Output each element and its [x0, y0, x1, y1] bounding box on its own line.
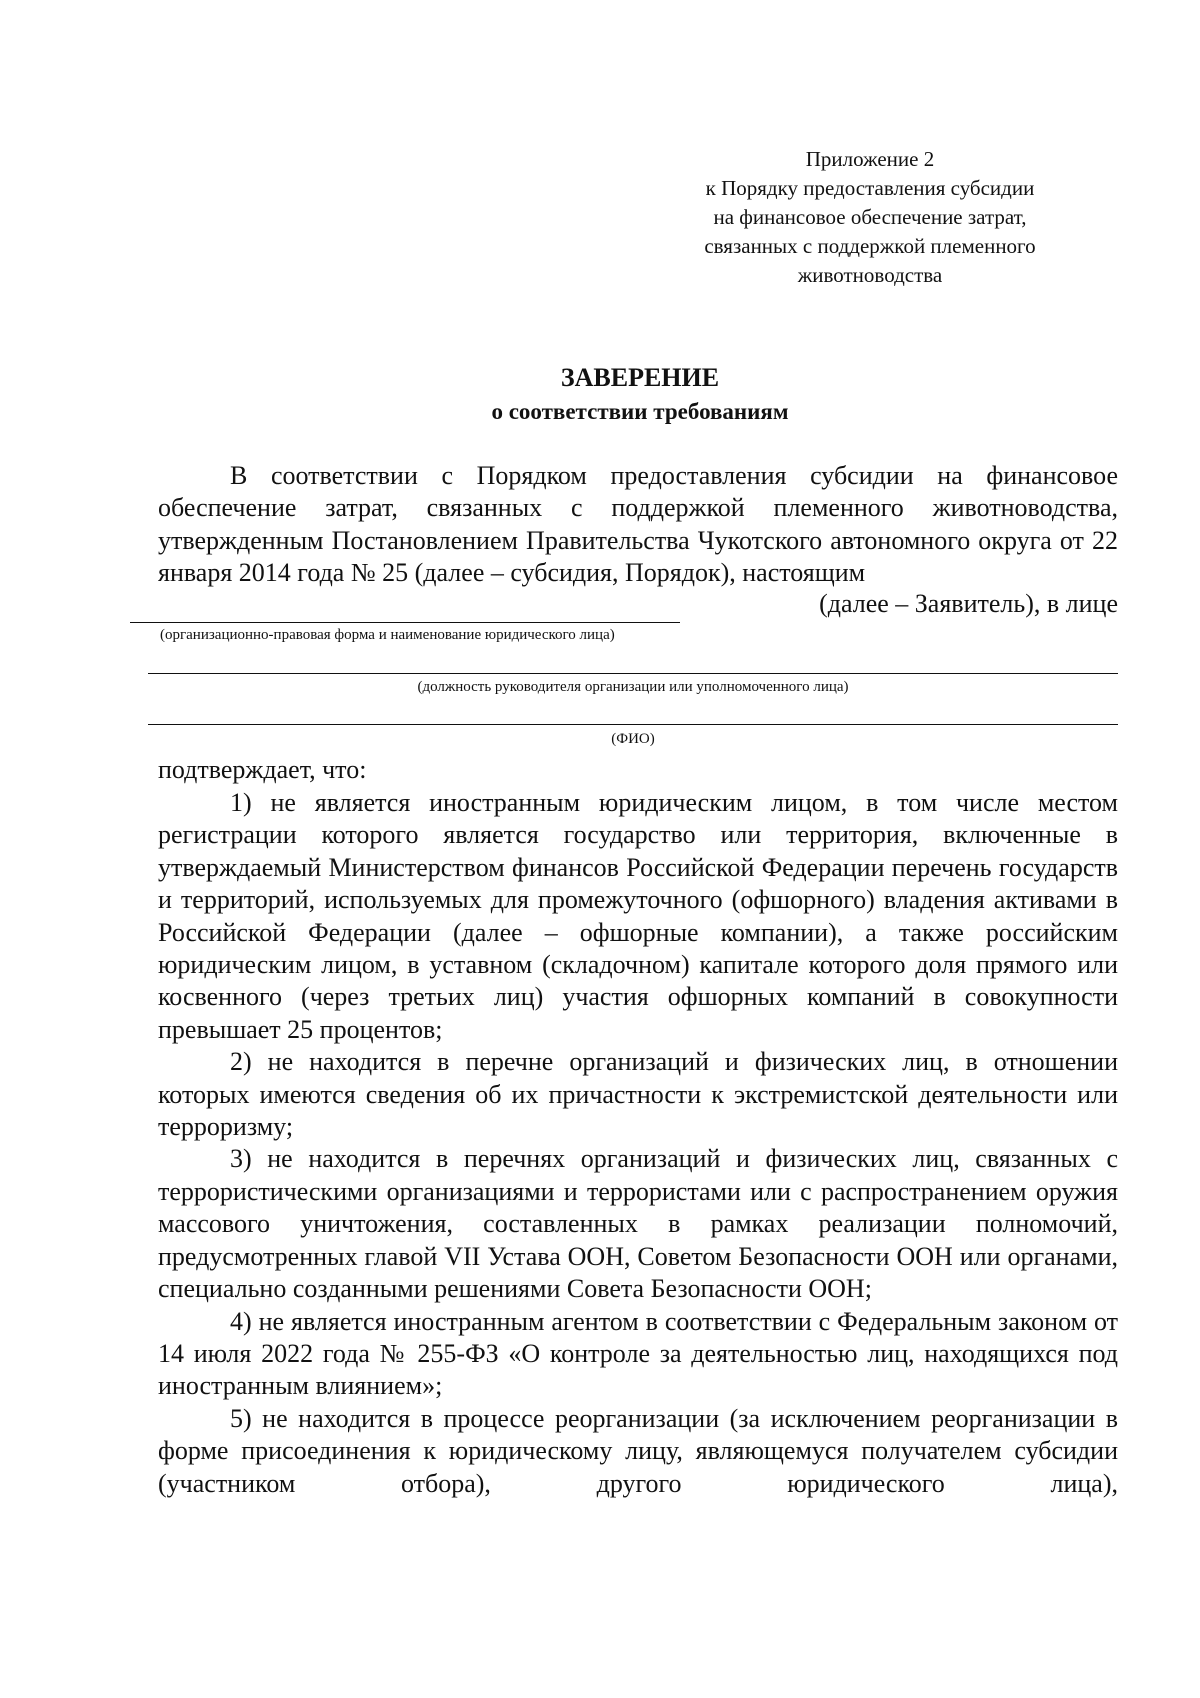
appendix-line: Приложение 2	[805, 147, 935, 171]
intro-paragraph	[158, 460, 1118, 590]
list-item: 1) не является иностранным юридическим лицом, в том числе местом регистрации которого является государство или территория, включенные в утверждаемый Министерством финансов Российской Федерации перечень государств и территорий, используемых для промежуточного (офшорного) владения активами в Российской Федерации (далее – офшорные компании), а также российским юридическим лицом, в уставном (складочном) капитале которого доля прямого или косвенного (через третьих лиц) участия офшорных компаний в совокупности превышает 25 процентов;	[158, 788, 1118, 1044]
title-main: ЗАВЕРЕНИЕ	[560, 363, 720, 392]
confirms-text: подтверждает, что:	[158, 755, 367, 784]
caption-position: (должность руководителя организации или уполномоченного лица)	[417, 679, 849, 695]
position-line	[148, 673, 1118, 674]
title-sub: о соответствии требованиям	[491, 399, 789, 424]
requirements-list	[158, 787, 1118, 1500]
fio-line	[148, 724, 1118, 725]
appendix-line: к Порядку предоставления субсидии	[705, 176, 1035, 200]
appendix-line: связанных с поддержкой племенного	[704, 234, 1036, 258]
list-item: 3) не находится в перечнях организаций и физических лиц, связанных с террористическими организациями и террористами или с распространением оружия массового уничтожения, составленных в рамках реализации полномочий, предусмотренных главой VII Устава ООН, Советом Безопасности ООН или органами, специально созданными решениями Совета Безопасности ООН;	[158, 1144, 1118, 1304]
list-item: 2) не находится в перечне организаций и физических лиц, в отношении которых имеются сведения об их причастности к экстремистской деятельности или терроризму;	[158, 1047, 1118, 1142]
caption-fio: (ФИО)	[611, 731, 655, 747]
appendix-line: животноводства	[797, 263, 943, 287]
appendix-header	[640, 145, 1100, 290]
document-title	[0, 360, 1200, 428]
appendix-line: на финансовое обеспечение затрат,	[713, 205, 1027, 229]
list-item: 4) не является иностранным агентом в соответствии с Федеральным законом от 14 июля 2022 года № 255-ФЗ «О контроле за деятельностью лиц, находящихся под иностранным влиянием»;	[158, 1306, 1118, 1401]
intro-trailing: (далее – Заявитель), в лице	[819, 589, 1118, 618]
caption-org: (организационно-правовая форма и наименование юридического лица)	[160, 627, 615, 643]
list-item: 5) не находится в процессе реорганизации (за исключением реорганизации в форме присоединения к юридическому лицу, являющемуся получателем субсидии (участником отбора), другого юридического лица),	[158, 1403, 1118, 1498]
intro-text: В соответствии с Порядком предоставления субсидии на финансовое обеспечение затрат, связанных с поддержкой племенного животноводства, утвержденным Постановлением Правительства Чукотского автономного округа от 22 января 2014 года № 25 (далее – субсидия, Порядок), настоящим	[158, 461, 1118, 588]
org-name-line	[130, 622, 680, 623]
